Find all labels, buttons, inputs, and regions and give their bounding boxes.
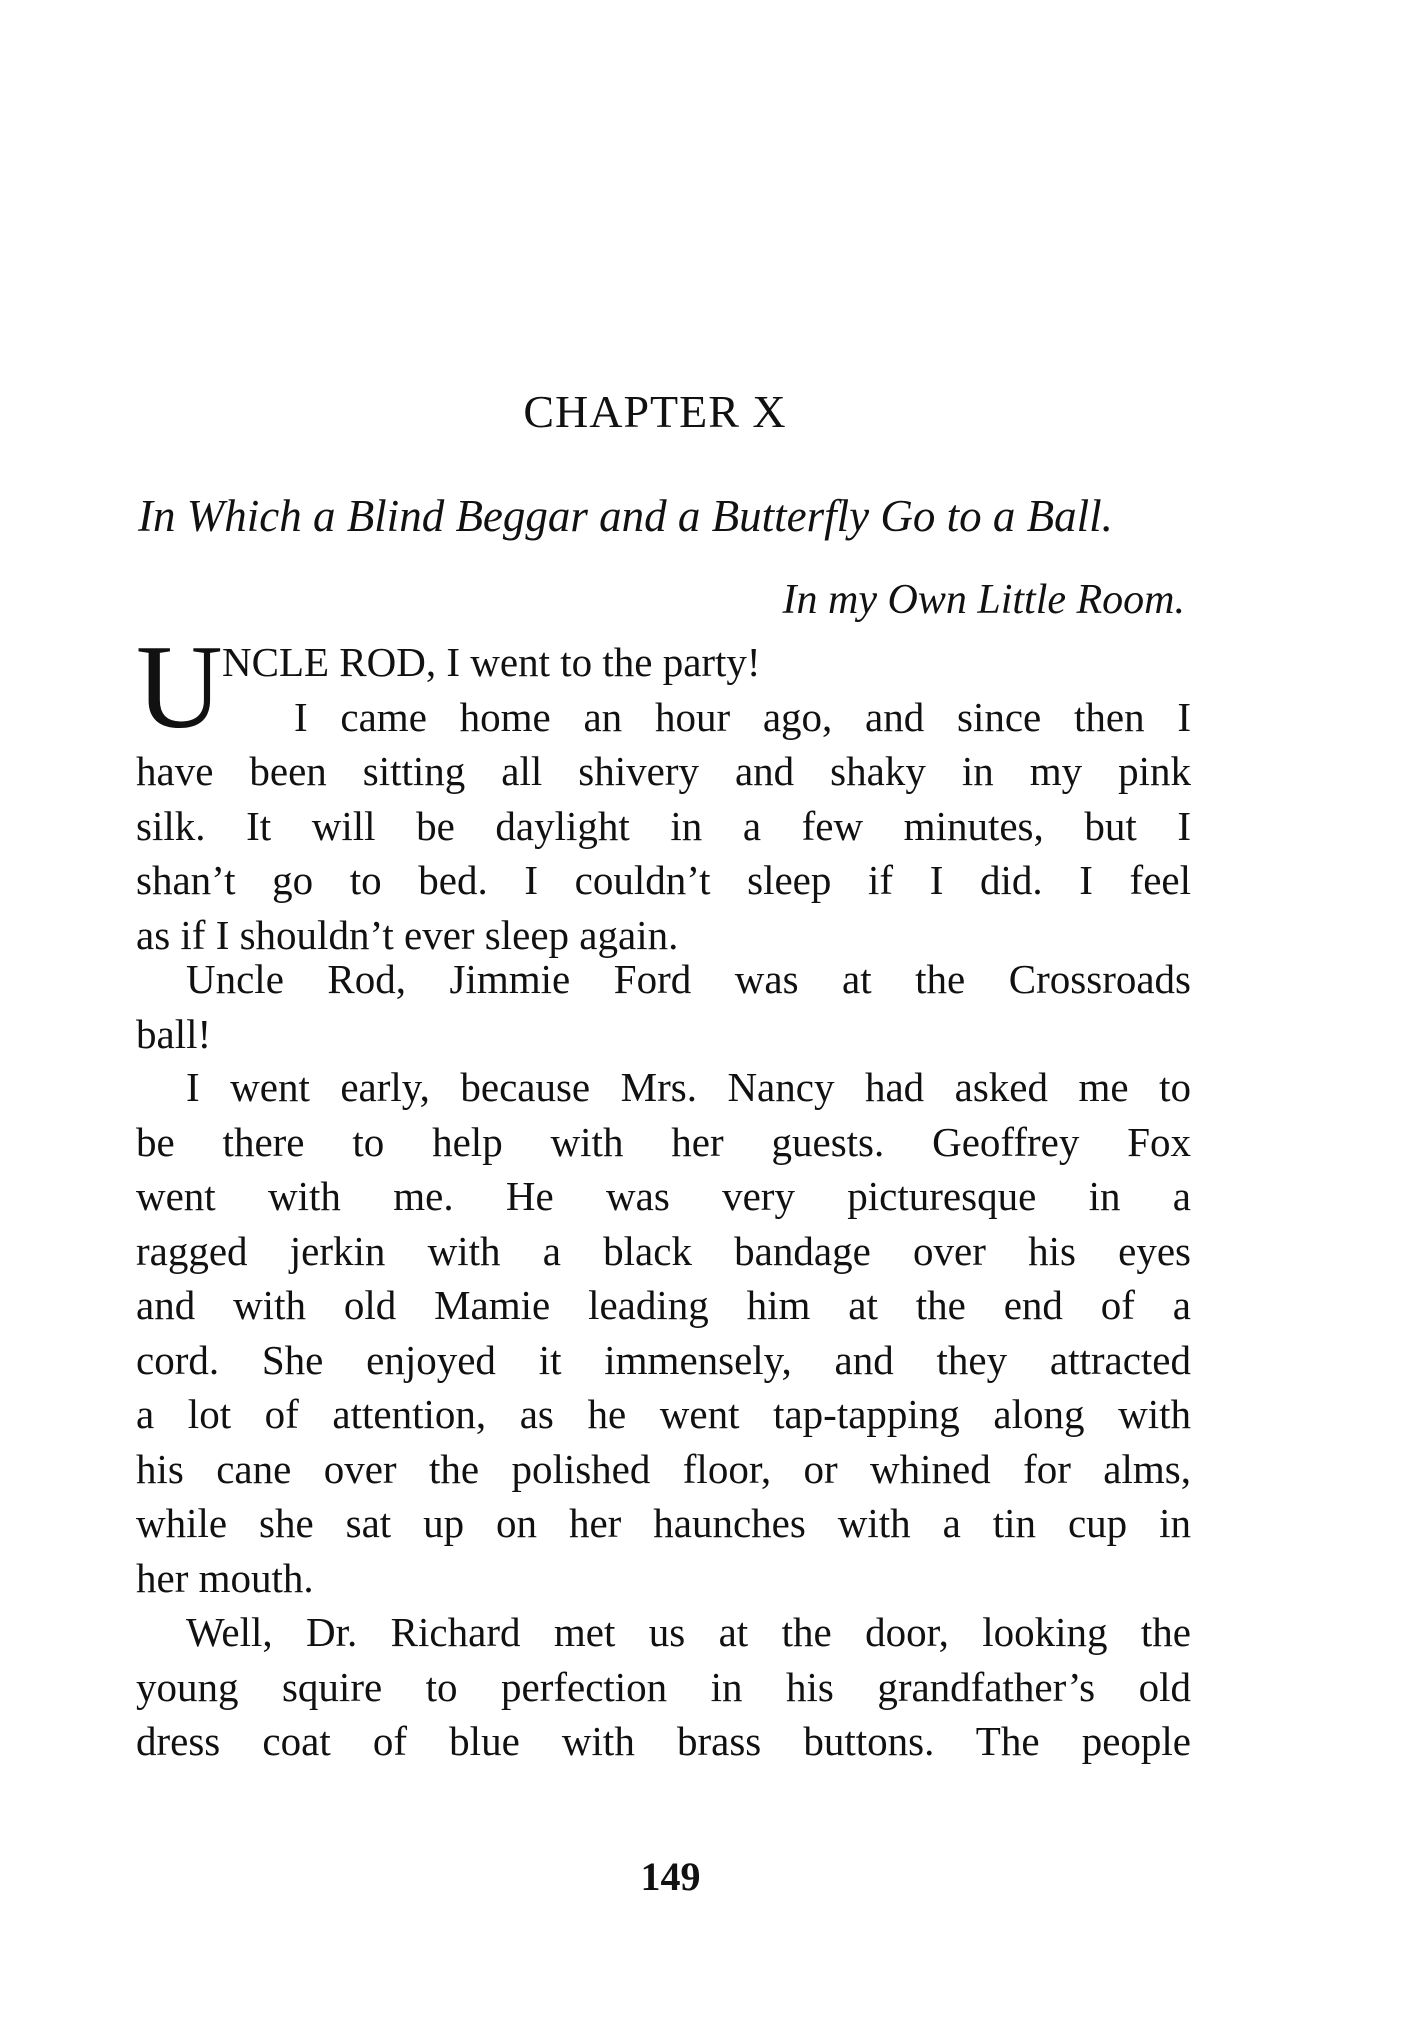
chapter-subtitle: In Which a Blind Beggar and a Butterfly Go to a Ball. (138, 491, 1113, 541)
page-number: 149 (640, 1854, 701, 1899)
text-line: Uncle Rod, Jimmie Ford was at the Crossroads (186, 956, 1191, 1002)
text-line: went with me. He was very picturesque in a (136, 1173, 1191, 1219)
chapter-title: CHAPTER X (523, 386, 787, 437)
text-line: be there to help with her guests. Geoffrey Fox (136, 1118, 1191, 1165)
paragraph (136, 1605, 1191, 1769)
drop-cap: U (136, 620, 223, 753)
text-line: a lot of attention, as he went tap-tapping along with (136, 1391, 1191, 1437)
text-line: ragged jerkin with a black bandage over his eyes (136, 1227, 1191, 1274)
text-line: his cane over the polished floor, or whined for alms, (136, 1445, 1191, 1492)
text-line: and with old Mamie leading him at the end of a (136, 1282, 1191, 1328)
text-line: I came home an hour ago, and since then I (294, 693, 1191, 740)
text-line: ball! (136, 1010, 212, 1057)
text-line: cord. She enjoyed it immensely, and they attracted (136, 1336, 1191, 1383)
text-line: young squire to perfection in his grandfather’s old (136, 1663, 1191, 1710)
opening-paragraph (136, 620, 1191, 753)
letter-location: In my Own Little Room. (782, 577, 1185, 623)
paragraph (136, 952, 1191, 1061)
text-line: shan’t go to bed. I couldn’t sleep if I did. I feel (136, 857, 1191, 903)
paragraph (136, 744, 1191, 962)
text-line: as if I shouldn’t ever sleep again. (136, 911, 679, 958)
text-line: NCLE ROD, I went to the party! (222, 639, 761, 685)
paragraph (136, 1060, 1191, 1605)
text-line: her mouth. (136, 1554, 314, 1601)
text-line: while she sat up on her haunches with a tin cup in (136, 1500, 1191, 1546)
text-line: dress coat of blue with brass buttons. The people (136, 1718, 1191, 1764)
text-line: Well, Dr. Richard met us at the door, looking the (186, 1609, 1191, 1655)
text-line: I went early, because Mrs. Nancy had asked me to (186, 1064, 1191, 1110)
text-line: have been sitting all shivery and shaky in my pink (136, 748, 1191, 794)
text-line: silk. It will be daylight in a few minutes, but I (136, 802, 1191, 849)
